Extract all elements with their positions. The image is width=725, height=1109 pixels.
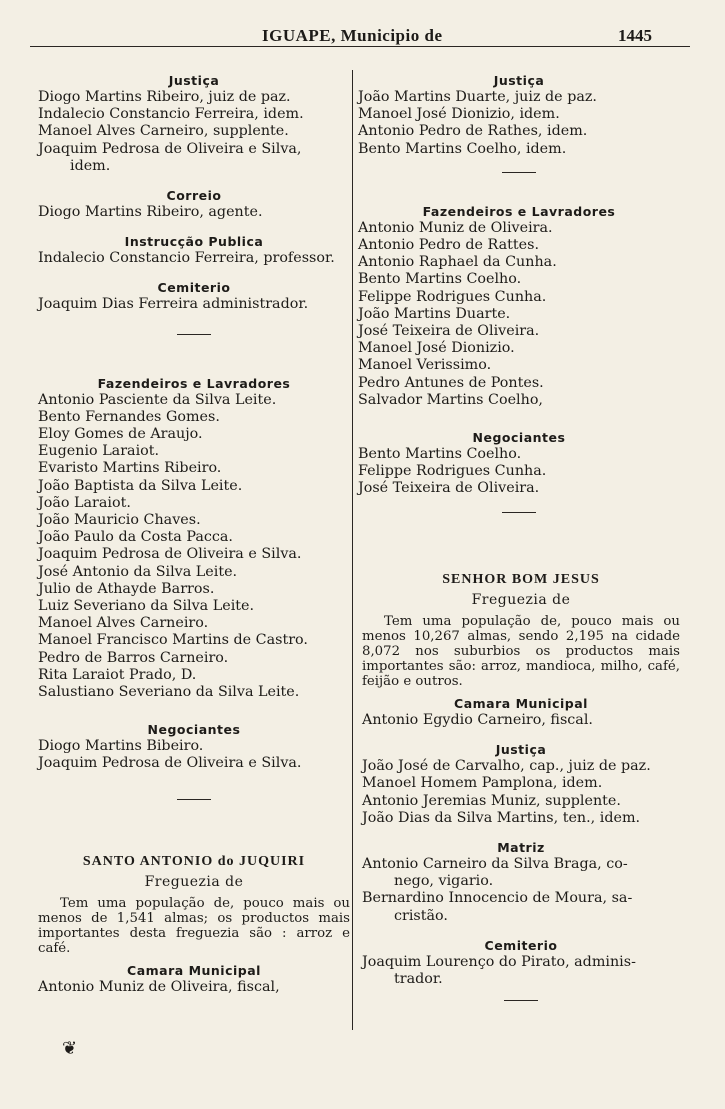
list-item: Luiz Severiano da Silva Leite. (38, 598, 255, 615)
list-item: Antonio Pedro de Rathes, idem. (358, 123, 588, 140)
list-item: Antonio Pasciente da Silva Leite. (38, 391, 277, 408)
list-item: José Teixeira de Oliveira. (358, 480, 540, 497)
right-fazendeiros-section (358, 203, 680, 409)
section-title: Justiça (495, 742, 547, 758)
list-item: Manoel José Dionizio. (358, 340, 515, 357)
section-title: Fazendeiros e Lavradores (422, 203, 616, 219)
left-justica-section (38, 72, 350, 175)
separator-dash (502, 172, 536, 173)
list-item: Antonio Egydio Carneiro, fiscal. (362, 712, 593, 728)
separator-dash (177, 334, 211, 335)
list-item: Manoel Homem Pamplona, idem. (362, 775, 603, 792)
list-item: idem. (70, 157, 111, 174)
list-item: Antonio Carneiro da Silva Braga, co- (362, 856, 628, 873)
left-cemiterio-section (38, 279, 350, 313)
list-item: Diogo Martins Ribeiro, juiz de paz. (38, 89, 291, 105)
list-item: Antonio Pedro de Rattes. (358, 237, 540, 254)
left-correio-section (38, 187, 350, 221)
list-item: Julio de Athayde Barros. (38, 580, 215, 597)
separator-dash (504, 1000, 538, 1001)
right-camara-section (362, 695, 680, 729)
list-item: Manoel Verissimo. (358, 357, 492, 374)
page-header (0, 18, 725, 44)
section-title: Cemiterio (484, 937, 558, 953)
list-item: Joaquim Pedrosa de Oliveira e Silva, (38, 140, 302, 157)
place-title: SANTO ANTONIO do JUQUIRI (82, 853, 306, 869)
column-divider (352, 70, 353, 1030)
list-item: Manoel Francisco Martins de Castro. (38, 632, 308, 649)
population-paragraph: Tem uma população de, pouco mais ou menos 10,267 almas, sendo 2,195 na cidade 8,072 nos suburbios os productos mais importantes são: arroz, mandioca, milho, café, feijão e outros. (362, 614, 680, 689)
list-item: João Dias da Silva Martins, ten., idem. (362, 809, 641, 826)
list-item: Salustiano Severiano da Silva Leite. (38, 684, 300, 701)
left-negociantes-section (38, 721, 350, 772)
list-item: João Mauricio Chaves. (38, 512, 201, 529)
list-item: Joaquim Pedrosa de Oliveira e Silva. (38, 755, 302, 772)
list-item: Diogo Martins Bibeiro. (38, 738, 204, 755)
list-item: Felippe Rodrigues Cunha. (358, 463, 547, 480)
list-item: Eugenio Laraiot. (38, 443, 160, 460)
section-title: Justiça (493, 73, 545, 88)
list-item: trador. (394, 971, 443, 988)
list-item: Manoel José Dionizio, idem. (358, 106, 560, 123)
list-item: Joaquim Lourenço do Pirato, adminis- (362, 953, 636, 970)
list-item: José Antonio da Silva Leite. (38, 563, 238, 580)
section-title: Instrucção Publica (124, 234, 264, 250)
list-item: Bento Martins Coelho. (358, 446, 522, 463)
list-item: Bento Martins Coelho, idem. (358, 140, 567, 157)
page-number: 1445 (618, 26, 652, 45)
section-title: Camara Municipal (127, 962, 261, 978)
list-item: Joaquim Pedrosa de Oliveira e Silva. (38, 546, 302, 563)
list-item: Pedro Antunes de Pontes. (358, 374, 544, 391)
place-title: SENHOR BOM JESUS (442, 572, 600, 587)
list-item: Eloy Gomes de Araujo. (38, 426, 203, 443)
right-column (358, 70, 680, 525)
separator-dash (502, 512, 536, 513)
left-fazendeiros-section (38, 375, 350, 702)
senhor-section (362, 570, 680, 689)
freguezia-label: Freguezia de (144, 873, 244, 890)
list-item: Rita Laraiot Prado, D. (38, 666, 197, 683)
list-item: José Teixeira de Oliveira. (358, 323, 540, 340)
list-item: Pedro de Barros Carneiro. (38, 649, 229, 666)
right-negociantes-section (358, 429, 680, 498)
right-justica2-section (362, 741, 680, 827)
list-item: Antonio Muniz de Oliveira. (358, 219, 553, 236)
section-title: Negociantes (147, 722, 241, 738)
list-item: João José de Carvalho, cap., juiz de paz. (362, 758, 651, 775)
separator-dash (177, 799, 211, 800)
list-item: cristão. (394, 907, 448, 924)
list-item: João Laraiot. (38, 494, 131, 511)
section-title: Correio (166, 188, 222, 204)
printer-mark-icon: ❦ (62, 1038, 78, 1059)
santo-antonio-section (38, 852, 350, 956)
list-item: Bento Martins Coelho. (358, 271, 522, 288)
list-item: Manoel Alves Carneiro, supplente. (38, 123, 289, 140)
list-item: Salvador Martins Coelho, (358, 391, 543, 408)
list-item: Antonio Jeremias Muniz, supplente. (362, 792, 621, 809)
list-item: João Baptista da Silva Leite. (38, 477, 243, 494)
senhor-bom-jesus-block (362, 570, 680, 1013)
list-item: João Martins Duarte. (358, 305, 511, 322)
section-title: Matriz (497, 840, 545, 856)
list-item: nego, vigario. (394, 873, 494, 890)
running-title: IGUAPE, Municipio de (262, 26, 443, 45)
list-item: Joaquim Dias Ferreira administrador. (38, 296, 309, 313)
list-item: Antonio Raphael da Cunha. (358, 254, 557, 271)
section-title: Camara Municipal (454, 696, 588, 711)
section-title: Justiça (168, 73, 220, 88)
list-item: Diogo Martins Ribeiro, agente. (38, 204, 263, 221)
right-cemiterio-section (362, 937, 680, 988)
list-item: Indalecio Constancio Ferreira, idem. (38, 106, 304, 123)
left-instrucao-section (38, 233, 350, 267)
left-camara-section (38, 962, 350, 996)
list-item: Indalecio Constancio Ferreira, professor. (38, 250, 335, 267)
freguezia-label: Freguezia de (471, 592, 571, 608)
left-column (38, 70, 350, 996)
list-item: Bernardino Innocencio de Moura, sa- (362, 890, 633, 907)
list-item: Manoel Alves Carneiro. (38, 615, 209, 632)
right-justica-section (358, 72, 680, 158)
section-title: Fazendeiros e Lavradores (97, 375, 291, 391)
right-matriz-section (362, 839, 680, 925)
list-item: João Paulo da Costa Pacca. (38, 529, 233, 546)
list-item: Evaristo Martins Ribeiro. (38, 460, 222, 477)
section-title: Negociantes (472, 430, 566, 446)
list-item: Felippe Rodrigues Cunha. (358, 288, 547, 305)
header-rule (30, 46, 690, 47)
section-title: Cemiterio (157, 280, 231, 296)
population-paragraph: Tem uma população de, pouco mais ou menos de 1,541 almas; os productos mais importantes desta freguezia são : arroz e café. (38, 895, 350, 956)
list-item: Bento Fernandes Gomes. (38, 408, 220, 425)
list-item: João Martins Duarte, juiz de paz. (358, 89, 597, 105)
list-item: Antonio Muniz de Oliveira, fiscal, (38, 978, 280, 995)
